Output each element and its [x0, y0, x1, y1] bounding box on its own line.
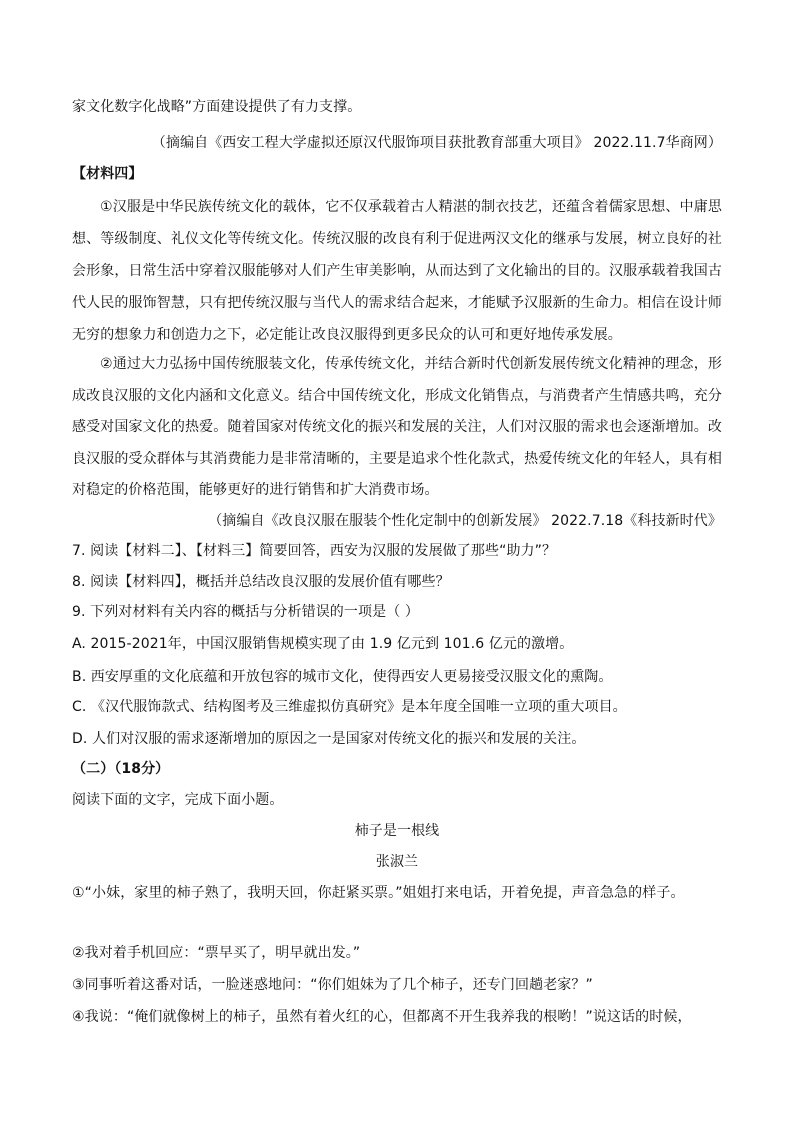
question-9-option-a: A. 2015-2021年，中国汉服销售规模实现了由 1.9 亿元到 101.6 亿元的激增。	[72, 636, 574, 652]
material4-p1-line: ①汉服是中华民族传统文化的载体，它不仅承载着古人精湛的制衣技艺，还蕴含着儒家思想、中庸思	[100, 199, 722, 215]
section2-instruction: 阅读下面的文字，完成下面小题。	[72, 792, 284, 808]
question-9-option-b: B. 西安厚重的文化底蕴和开放包容的城市文化，使得西安人更易接受汉服文化的熏陶。	[72, 669, 613, 685]
article-paragraph: ③同事听着这番对话，一脸迷惑地问：“你们姐妹为了几个柿子，还专门回趟老家？”	[72, 977, 593, 993]
question-9-option-c: C. 《汉代服饰款式、结构图考及三维虚拟仿真研究》是本年度全国唯一立项的重大项目。	[72, 699, 627, 715]
question-9-option-d: D. 人们对汉服的需求逐渐增加的原因之一是国家对传统文化的振兴和发展的关注。	[72, 731, 586, 747]
material4-p1-line: 无穷的想象力和创造力之下，必定能让改良汉服得到更多民众的认可和更好地传承发展。	[72, 327, 622, 343]
question-9: 9. 下列对材料有关内容的概括与分析错误的一项是（ ）	[72, 604, 419, 620]
question-7: 7. 阅读【材料二】、【材料三】简要回答，西安为汉服的发展做了那些“助力”？	[72, 543, 557, 559]
material3-source: （摘编自《西安工程大学虚拟还原汉代服饰项目获批教育部重大项目》 2022.11.7华商网）	[151, 135, 722, 151]
material4-p1-line: 想、等级制度、礼仪文化等传统文化。传统汉服的改良有利于促进两汉文化的继承与发展，树立良好的社	[72, 231, 722, 247]
section2-heading: （二）（18分）	[72, 761, 170, 777]
material4-p1-line: 代人民的服饰智慧，只有把传统汉服与当代人的需求结合起来，才能赋予汉服新的生命力。相信在设计师	[72, 295, 722, 311]
material4-source: （摘编自《改良汉服在服装个性化定制中的创新发展》 2022.7.18《科技新时代》	[208, 513, 722, 529]
question-8: 8. 阅读【材料四】，概括并总结改良汉服的发展价值有哪些？	[72, 574, 450, 590]
material4-p1-line: 会形象，日常生活中穿着汉服能够对人们产生审美影响，从而达到了文化输出的目的。汉服承载着我国古	[72, 263, 722, 279]
material4-p2-line: 感受对国家文化的热爱。随着国家对传统文化的振兴和发展的关注，人们对汉服的需求也会逐渐增加。改	[72, 419, 722, 435]
article-paragraph: ④我说：“俺们就像树上的柿子，虽然有着火红的心，但都离不开生我养我的根哟！”说这话的时候，	[72, 1009, 692, 1025]
article-paragraph: ②我对着手机回应：“票早买了，明早就出发。”	[72, 945, 361, 961]
material4-heading: 【材料四】	[72, 166, 143, 182]
article-author: 张淑兰	[375, 854, 419, 870]
material4-p2-line: 良汉服的受众群体与其消费能力是非常清晰的，主要是追求个性化款式，热爱传统文化的年轻人，具有相	[72, 451, 722, 467]
material4-p2-line: 对稳定的价格范围，能够更好的进行销售和扩大消费市场。	[72, 482, 439, 498]
article-title: 柿子是一根线	[354, 823, 440, 839]
material4-p2-line: ②通过大力弘扬中国传统服装文化，传承传统文化，并结合新时代创新发展传统文化精神的理念，形	[100, 356, 722, 372]
material4-p2-line: 成改良汉服的文化内涵和文化意义。结合中国传统文化，形成文化销售点，与消费者产生情感共鸣，充分	[72, 388, 722, 404]
article-paragraph: ①“小妹，家里的柿子熟了，我明天回，你赶紧买票。”姐姐打来电话，开着免提，声音急急的样子。	[72, 885, 685, 901]
material3-tail-line: 家文化数字化战略”方面建设提供了有力支撑。	[72, 99, 362, 115]
